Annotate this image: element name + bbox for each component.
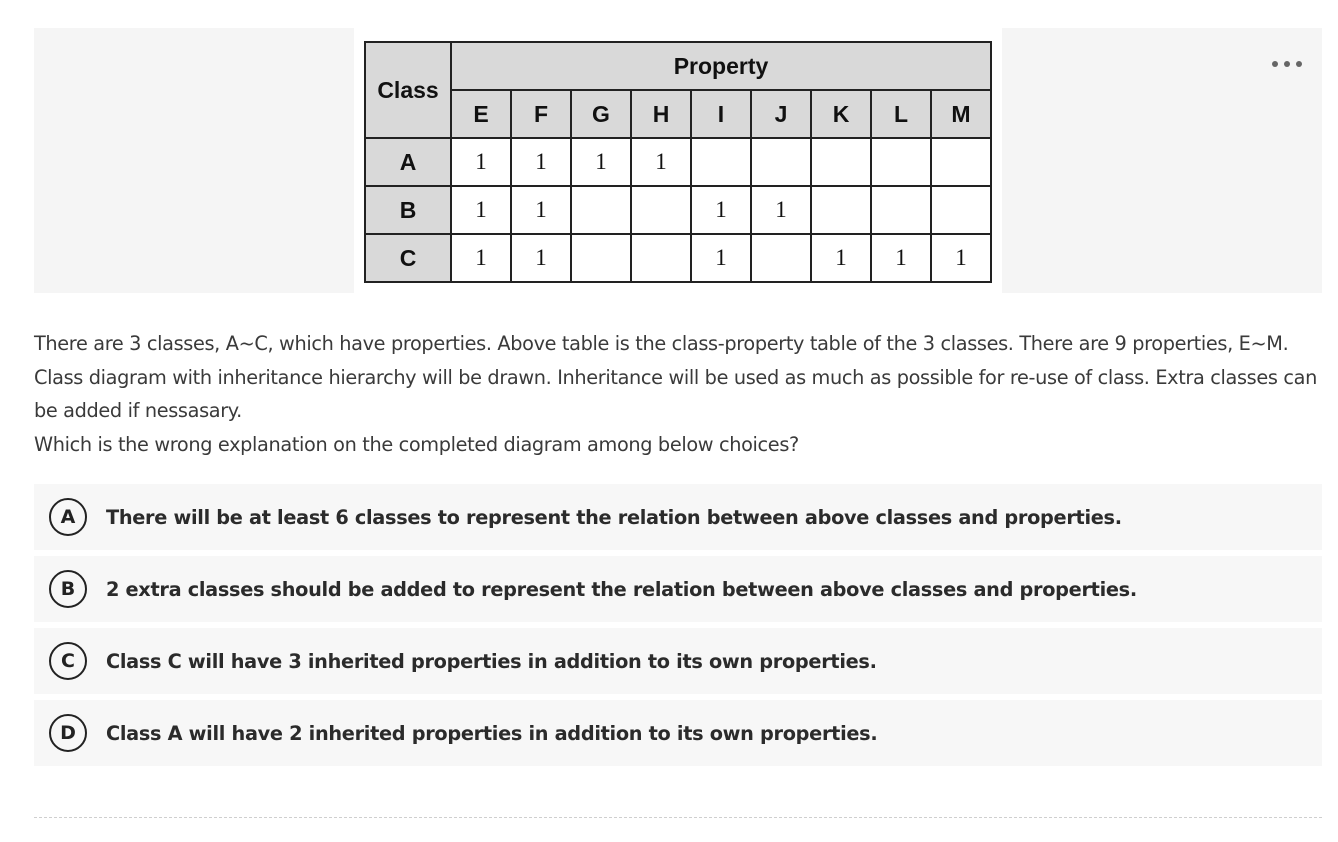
table-cell (751, 234, 811, 282)
property-column-header: H (631, 90, 691, 138)
choice-letter-badge: D (49, 714, 87, 752)
choice-text: Class A will have 2 inherited properties in addition to its own properties. (106, 721, 878, 745)
class-row-header: C (365, 234, 451, 282)
table-cell: 1 (511, 138, 571, 186)
table-cell: 1 (871, 234, 931, 282)
table-cell (811, 138, 871, 186)
table-cell: 1 (451, 138, 511, 186)
table-cell (691, 138, 751, 186)
table-cell: 1 (691, 234, 751, 282)
question-paragraph: There are 3 classes, A~C, which have properties. Above table is the class-property table of the 3 classes. There are 9 properties, E~M. Class diagram with inheritance hierarchy will be drawn. Inheritance will be used as much as possible for re-use of class. Extra classes can be added if nessasary. (34, 332, 1317, 422)
table-header-row (365, 42, 991, 90)
property-column-header: I (691, 90, 751, 138)
table-cell (631, 234, 691, 282)
table-row (365, 138, 991, 186)
property-column-header: L (871, 90, 931, 138)
choice-c[interactable] (34, 628, 1322, 694)
property-column-header: K (811, 90, 871, 138)
table-cell: 1 (451, 186, 511, 234)
table-cell (571, 186, 631, 234)
class-row-header: B (365, 186, 451, 234)
table-cell (931, 186, 991, 234)
property-group-header: Property (451, 42, 991, 90)
dot (1272, 61, 1278, 67)
table-cell (571, 234, 631, 282)
property-column-header: G (571, 90, 631, 138)
choice-d[interactable] (34, 700, 1322, 766)
table-cell (811, 186, 871, 234)
property-columns-row (365, 90, 991, 138)
table-cell (631, 186, 691, 234)
choice-letter-badge: A (49, 498, 87, 536)
table-cell: 1 (751, 186, 811, 234)
property-column-header: M (931, 90, 991, 138)
choice-b[interactable] (34, 556, 1322, 622)
dot (1296, 61, 1302, 67)
choice-text: There will be at least 6 classes to represent the relation between above classes and properties. (106, 505, 1122, 529)
class-column-header: Class (365, 42, 451, 138)
table-cell: 1 (691, 186, 751, 234)
question-image-panel (34, 28, 1322, 293)
table-cell (931, 138, 991, 186)
table-cell: 1 (811, 234, 871, 282)
table-cell (871, 138, 931, 186)
question-prompt: Which is the wrong explanation on the completed diagram among below choices? (34, 432, 799, 456)
choice-letter-badge: C (49, 642, 87, 680)
choice-a[interactable] (34, 484, 1322, 550)
more-options-icon[interactable] (1272, 56, 1302, 72)
table-cell: 1 (511, 186, 571, 234)
table-cell (871, 186, 931, 234)
table-cell: 1 (631, 138, 691, 186)
table-cell: 1 (511, 234, 571, 282)
property-column-header: E (451, 90, 511, 138)
choice-text: 2 extra classes should be added to represent the relation between above classes and properties. (106, 577, 1137, 601)
choice-letter-badge: B (49, 570, 87, 608)
table-cell (751, 138, 811, 186)
table-row (365, 234, 991, 282)
table-cell: 1 (931, 234, 991, 282)
dot (1284, 61, 1290, 67)
choice-text: Class C will have 3 inherited properties in addition to its own properties. (106, 649, 877, 673)
question-image (354, 28, 1002, 293)
class-property-table (364, 41, 992, 283)
table-cell: 1 (451, 234, 511, 282)
table-row (365, 186, 991, 234)
question-text (34, 327, 1324, 461)
class-row-header: A (365, 138, 451, 186)
property-column-header: J (751, 90, 811, 138)
section-divider (34, 817, 1322, 818)
property-column-header: F (511, 90, 571, 138)
table-cell: 1 (571, 138, 631, 186)
